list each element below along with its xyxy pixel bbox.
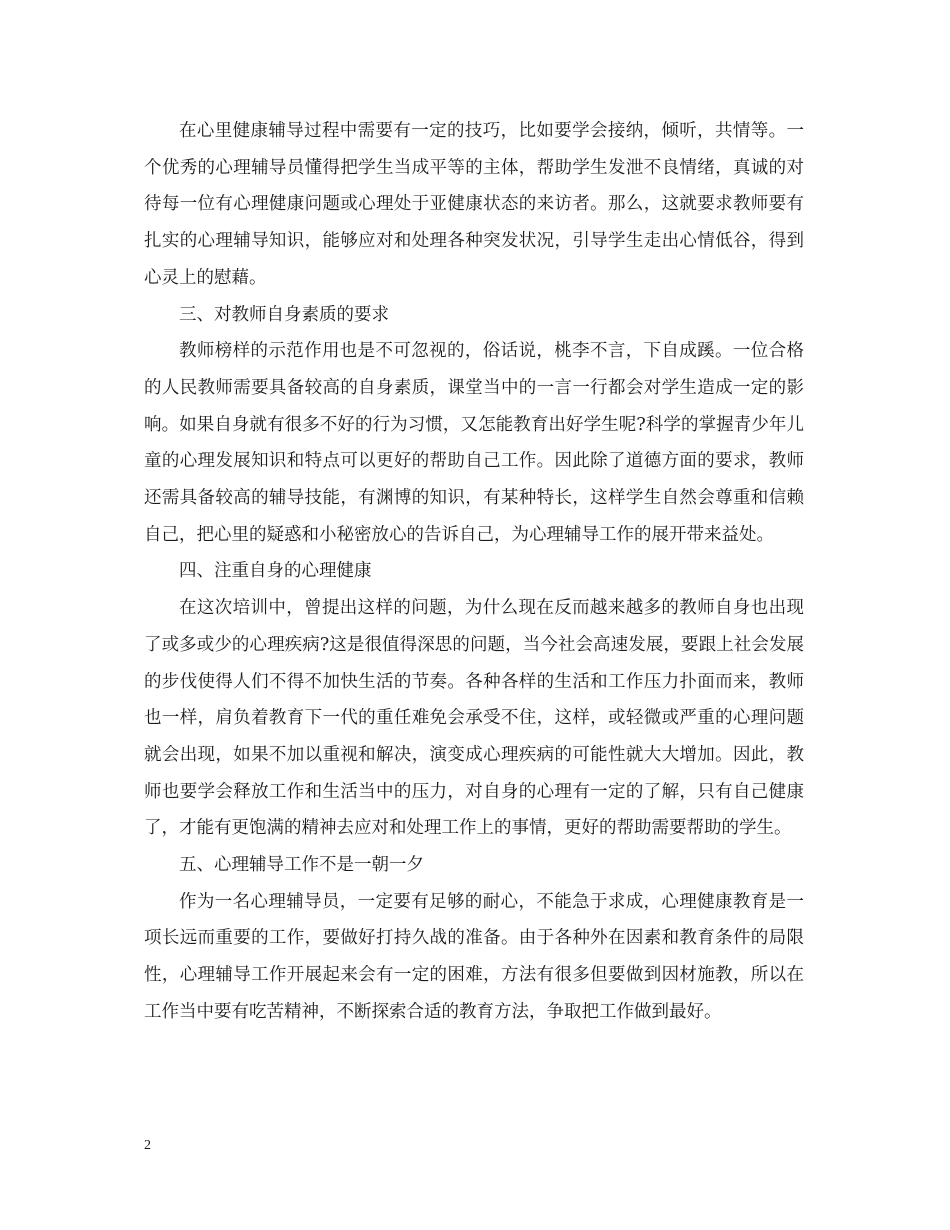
document-body: [144, 113, 804, 1031]
section-heading-long-term-work: 五、心理辅导工作不是一朝一夕: [179, 855, 424, 876]
page-number: 2: [144, 1138, 151, 1153]
section-heading-teacher-quality: 三、对教师自身素质的要求: [179, 304, 389, 325]
paragraph-teacher-quality: 教师榜样的示范作用也是不可忽视的，俗话说，桃李不言，下自成蹊。一位合格的人民教师需要具备较高的自身素质，课堂当中的一言一行都会对学生造成一定的影响。如果自身就有很多不好的行为习惯，又怎能教育出好学生呢?科学的掌握青少年儿童的心理发展知识和特点可以更好的帮助自己工作。因此除了道德方面的要求，教师还需具备较高的辅导技能，有渊博的知识，有某种特长，这样学生自然会尊重和信赖自己，把心里的疑惑和小秘密放心的告诉自己，为心理辅导工作的展开带来益处。: [144, 341, 804, 545]
paragraph-counseling-skills: 在心里健康辅导过程中需要有一定的技巧，比如要学会接纳，倾听，共情等。一个优秀的心理辅导员懂得把学生当成平等的主体，帮助学生发泄不良情绪，真诚的对待每一位有心理健康问题或心理处于亚健康状态的来访者。那么，这就要求教师要有扎实的心理辅导知识，能够应对和处理各种突发状况，引导学生走出心情低谷，得到心灵上的慰藉。: [144, 121, 804, 288]
paragraph-mental-health: 在这次培训中，曾提出这样的问题，为什么现在反而越来越多的教师自身也出现了或多或少的心理疾病?这是很值得深思的问题，当今社会高速发展，要跟上社会发展的步伐使得人们不得不加快生活的节奏。各种各样的生活和工作压力扑面而来，教师也一样，肩负着教育下一代的重任难免会承受不住，这样，或轻微或严重的心理问题就会出现，如果不加以重视和解决，演变成心理疾病的可能性就大大增加。因此，教师也要学会释放工作和生活当中的压力，对自身的心理有一定的了解，只有自己健康了，才能有更饱满的精神去应对和处理工作上的事情，更好的帮助需要帮助的学生。: [144, 598, 804, 839]
paragraph-long-term-work: 作为一名心理辅导员，一定要有足够的耐心，不能急于求成，心理健康教育是一项长远而重要的工作，要做好打持久战的准备。由于各种外在因素和教育条件的局限性，心理辅导工作开展起来会有一定的困难，方法有很多但要做到因材施教，所以在工作当中要有吃苦精神，不断探索合适的教育方法，争取把工作做到最好。: [144, 891, 804, 1022]
section-heading-mental-health: 四、注重自身的心理健康: [179, 561, 372, 582]
